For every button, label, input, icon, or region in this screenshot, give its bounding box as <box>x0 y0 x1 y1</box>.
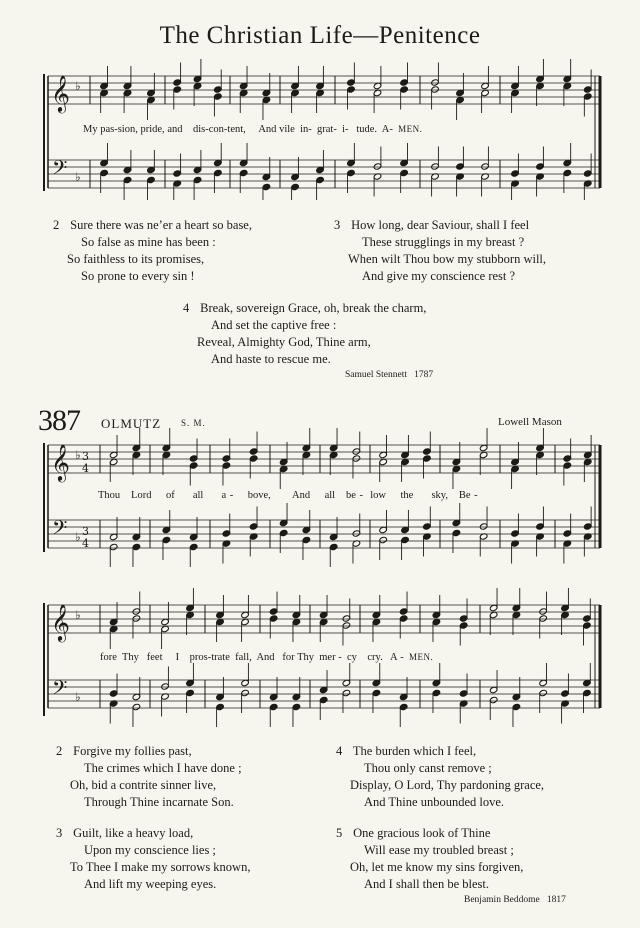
bass-clef-icon: 𝄢 <box>52 516 68 544</box>
lyric-syllable: grat <box>316 124 334 135</box>
lyric-syllable: Lord <box>131 490 152 501</box>
author-year: 1787 <box>414 370 434 380</box>
lyric-syllable: pros <box>189 652 208 663</box>
verse-line: Break, sovereign Grace, oh, break the charm, <box>200 301 427 315</box>
hymn2-verse-4 <box>336 743 544 811</box>
bass-clef-icon: 𝄢 <box>52 156 68 184</box>
verse-line: The burden which I feel, <box>352 744 477 758</box>
hymn2-author-credit <box>464 895 566 905</box>
treble-clef-icon: 𝄞 <box>51 443 70 481</box>
verse-line: Forgive my follies past, <box>73 744 192 758</box>
treble-clef-icon: 𝄞 <box>51 74 70 112</box>
lyric-syllable: - <box>114 124 118 135</box>
verse-line: One gracious look of Thine <box>353 826 491 840</box>
lyric-syllable: And <box>258 124 277 135</box>
lyric-syllable: - <box>474 490 478 501</box>
verse-number: 2 <box>56 744 63 758</box>
hymn2-lyrics-line-1 <box>98 490 478 501</box>
lyric-syllable: all <box>192 490 204 501</box>
lyric-syllable: cry. <box>367 652 383 663</box>
lyric-syllable: and <box>167 124 183 135</box>
hymn2-lyrics-line-2 <box>100 652 433 663</box>
author-year: 1817 <box>546 895 566 905</box>
lyric-syllable: - <box>205 124 209 135</box>
lyric-syllable: And <box>291 490 311 501</box>
lyric-syllable: Be <box>458 490 471 501</box>
verse-line: And haste to rescue me. <box>211 352 331 366</box>
verse-number: 4 <box>336 744 343 758</box>
lyric-syllable: for <box>282 652 295 663</box>
verse-line: Thou only canst remove ; <box>364 761 492 775</box>
lyric-syllable: vile <box>279 124 295 135</box>
lyric-syllable: all <box>324 490 336 501</box>
bass-clef-icon: 𝄢 <box>52 676 68 704</box>
verse-line: Sure there was ne’er a heart so base, <box>70 218 252 232</box>
lyric-syllable: of <box>165 490 175 501</box>
lyric-syllable: I <box>175 652 180 663</box>
verse-line: And set the captive free : <box>211 318 337 332</box>
flat-icon: ♭ <box>75 530 81 544</box>
lyric-syllable: - <box>338 652 342 663</box>
author-name: Samuel Stennett <box>345 370 408 380</box>
composer: Lowell Mason <box>498 416 562 428</box>
verse-line: And give my conscience rest ? <box>362 269 516 283</box>
lyric-syllable: tent, <box>227 124 246 135</box>
tune-name: OLMUTZ <box>101 416 162 431</box>
lyric-syllable: MEN. <box>398 124 423 134</box>
lyric-syllable: - <box>344 124 349 135</box>
flat-icon: ♭ <box>75 170 81 184</box>
lyric-syllable: And <box>256 652 275 663</box>
verse-number: 2 <box>53 218 60 232</box>
lyric-syllable: the <box>400 490 414 501</box>
lyric-syllable: - <box>229 490 234 501</box>
time-signature-top: 3 <box>82 525 89 538</box>
time-signature-bottom: 4 <box>82 537 89 550</box>
verse-number: 5 <box>336 826 343 840</box>
flat-icon: ♭ <box>75 79 81 93</box>
lyric-syllable: - <box>400 652 404 663</box>
lyric-syllable: sky, <box>431 490 448 501</box>
lyric-syllable: A <box>390 652 398 663</box>
verse-line: Guilt, like a heavy load, <box>73 826 194 840</box>
lyric-syllable: - <box>207 652 212 663</box>
verse-number: 4 <box>183 301 190 315</box>
verse-number: 3 <box>56 826 63 840</box>
verse-line: So faithless to its promises, <box>67 252 205 266</box>
lyric-syllable: bove, <box>247 490 271 501</box>
verse-line: When wilt Thou bow my stubborn will, <box>348 252 547 266</box>
lyric-syllable: tude. <box>356 124 378 135</box>
flat-icon: ♭ <box>75 690 81 704</box>
meter: S. M. <box>181 418 206 428</box>
lyric-syllable: mer <box>319 652 336 663</box>
lyric-syllable: con <box>208 124 224 135</box>
hymn-number: 387 <box>38 404 80 437</box>
lyric-syllable: fore <box>100 652 117 663</box>
lyric-syllable: - <box>359 490 363 501</box>
lyric-syllable: be <box>345 490 356 501</box>
lyric-syllable: sion, <box>117 124 138 135</box>
time-signature-bottom: 4 <box>82 462 89 475</box>
verse-line: So prone to every sin ! <box>81 269 195 283</box>
lyric-syllable: fall, <box>235 652 252 663</box>
lyric-syllable: MEN. <box>409 652 434 662</box>
lyric-syllable: feet <box>146 652 163 663</box>
page-title: The Christian Life—Penitence <box>159 22 481 49</box>
lyric-syllable: a <box>221 490 227 501</box>
hymn2-verse-5 <box>336 825 523 893</box>
verse-line: To Thee I make my sorrows known, <box>70 860 251 874</box>
author-name: Benjamin Beddome <box>464 895 540 905</box>
hymn2-verse-2 <box>56 743 242 811</box>
verse-line: And lift my weeping eyes. <box>84 877 217 891</box>
verse-line: These strugglings in my breast ? <box>362 235 525 249</box>
verse-line: Will ease my troubled breast ; <box>364 843 514 857</box>
lyric-syllable: trate <box>211 652 230 663</box>
treble-clef-icon: 𝄞 <box>51 603 70 641</box>
lyric-syllable: Thy <box>121 652 139 663</box>
time-signature-top: 3 <box>82 450 89 463</box>
lyric-syllable: dis <box>192 124 206 135</box>
verse-line: How long, dear Saviour, shall I feel <box>351 218 530 232</box>
lyric-syllable: in <box>300 124 309 135</box>
lyric-syllable: - <box>223 124 228 135</box>
lyric-syllable: low <box>370 490 386 501</box>
verse-line: Through Thine incarnate Son. <box>84 795 234 809</box>
verse-number: 3 <box>334 218 341 232</box>
verse-line: And Thine unbounded love. <box>364 795 505 809</box>
lyric-syllable: - <box>389 124 393 135</box>
verse-line: Oh, bid a contrite sinner live, <box>70 778 217 792</box>
lyric-syllable: - <box>333 124 337 135</box>
lyric-syllable: Thy <box>297 652 315 663</box>
flat-icon: ♭ <box>75 448 81 462</box>
verse-line: Reveal, Almighty God, Thine arm, <box>197 335 371 349</box>
lyric-syllable: - <box>308 124 312 135</box>
verse-line: So false as mine has been : <box>81 235 216 249</box>
verse-line: Display, O Lord, Thy pardoning grace, <box>350 778 545 792</box>
hymn2-verse-3 <box>56 825 250 893</box>
lyric-syllable: i <box>342 124 345 135</box>
verse-line: Oh, let me know my sins forgiven, <box>350 860 524 874</box>
verse-line: Upon my conscience lies ; <box>84 843 216 857</box>
lyric-syllable: pas <box>100 124 115 135</box>
lyric-syllable: A <box>381 124 390 135</box>
flat-icon: ♭ <box>75 608 81 622</box>
lyric-syllable: cy <box>346 652 357 663</box>
verse-line: And I shall then be blest. <box>364 877 489 891</box>
lyric-syllable: pride, <box>140 124 165 135</box>
lyric-syllable: Thou <box>98 490 121 501</box>
verse-line: The crimes which I have done ; <box>84 761 242 775</box>
lyric-syllable: My <box>83 124 98 135</box>
